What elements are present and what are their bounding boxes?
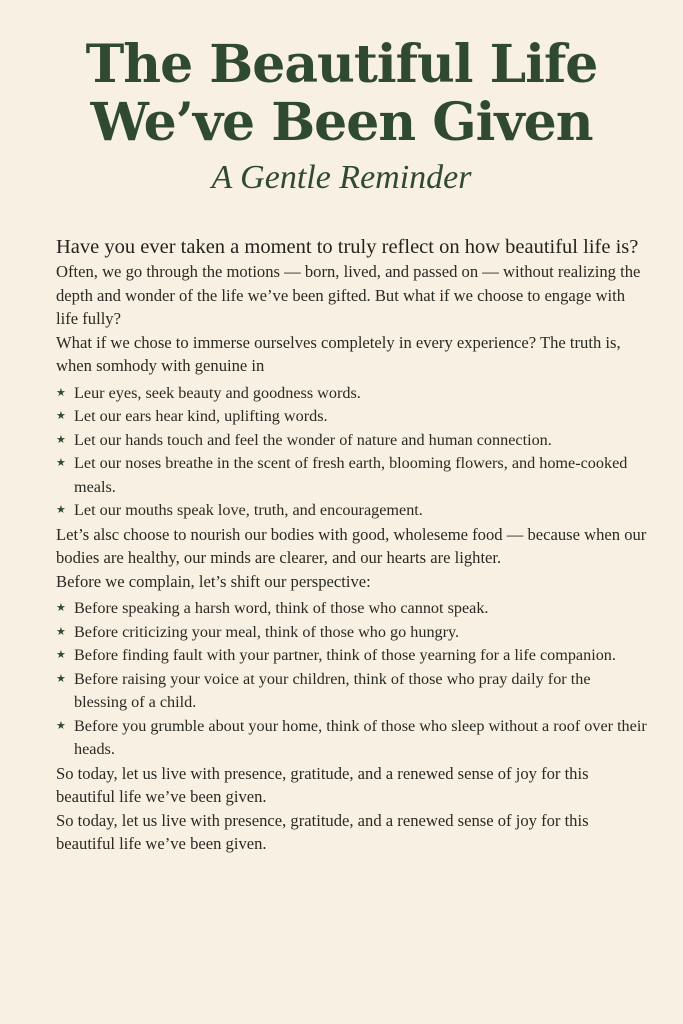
star-icon: ★ bbox=[56, 457, 66, 469]
list-item bbox=[56, 715, 647, 762]
paragraph-6: So today, let us live with presence, gratitude, and a renewed sense of joy for this beautiful life we’ve been given. bbox=[56, 810, 589, 853]
star-icon: ★ bbox=[56, 625, 66, 638]
perspective-list bbox=[56, 597, 647, 762]
paragraph-4: Before we complain, let’s shift our perspective: bbox=[56, 571, 371, 591]
star-icon: ★ bbox=[56, 433, 66, 446]
star-icon: ★ bbox=[56, 672, 66, 685]
list-item bbox=[56, 405, 647, 429]
paragraph-3: Let’s alsc choose to nourish our bodies with good, wholeseme food — because when our bodies are healthy, our minds are clearer, and our hearts are lighter. bbox=[56, 524, 647, 567]
list-item-text: Before criticizing your meal, think of those who go hungry. bbox=[74, 622, 460, 641]
list-item-text: Let our hands touch and feel the wonder of nature and human connection. bbox=[74, 430, 552, 449]
list-item bbox=[56, 499, 647, 523]
paragraph-1: Often, we go through the motions — born, lived, and passed on — without realizing the depth and wonder of the life we’ve been gifted. But what if we choose to engage with life fully? bbox=[56, 262, 641, 328]
list-item-text: Before finding fault with your partner, think of those yearning for a life companion. bbox=[74, 646, 616, 664]
list-item-text: Before you grumble about your home, think of those who sleep without a roof over their heads. bbox=[74, 716, 647, 758]
page-subtitle: A Gentle Reminder bbox=[211, 159, 472, 196]
list-item bbox=[56, 429, 647, 453]
list-item-text: Before raising your voice at your children, think of those who pray daily for the blessing of a child. bbox=[74, 669, 591, 711]
paragraph-5: So today, let us live with presence, gratitude, and a renewed sense of joy for this beautiful life we’ve been given. bbox=[56, 763, 589, 806]
list-item bbox=[56, 452, 647, 499]
list-item bbox=[56, 668, 647, 715]
star-icon: ★ bbox=[56, 719, 66, 732]
list-item-text: Let our ears hear kind, uplifting words. bbox=[74, 407, 328, 425]
senses-list bbox=[56, 382, 647, 523]
star-icon: ★ bbox=[56, 386, 66, 399]
title-line-2: We’ve Been Given bbox=[90, 92, 593, 153]
title-line-1: The Beautiful Life bbox=[85, 34, 598, 95]
star-icon: ★ bbox=[56, 504, 66, 516]
star-icon: ★ bbox=[56, 649, 66, 661]
list-item bbox=[56, 597, 647, 621]
list-item-text: Before speaking a harsh word, think of those who cannot speak. bbox=[74, 599, 489, 617]
list-item bbox=[56, 382, 647, 406]
page-title bbox=[36, 0, 647, 152]
star-icon: ★ bbox=[56, 602, 66, 614]
list-item-text: Let our noses breathe in the scent of fresh earth, blooming flowers, and home-cooked meals. bbox=[74, 454, 628, 496]
paragraph-2: What if we chose to immerse ourselves completely in every experience? The truth is, when somhody with genuine in bbox=[56, 332, 621, 375]
list-item bbox=[56, 644, 647, 668]
list-item-text: Let our mouths speak love, truth, and encouragement. bbox=[74, 501, 423, 519]
list-item bbox=[56, 621, 647, 645]
star-icon: ★ bbox=[56, 410, 66, 422]
intro-question: Have you ever taken a moment to truly reflect on how beautiful life is? bbox=[56, 236, 639, 258]
list-item-text: Leur eyes, seek beauty and goodness words. bbox=[74, 383, 361, 402]
